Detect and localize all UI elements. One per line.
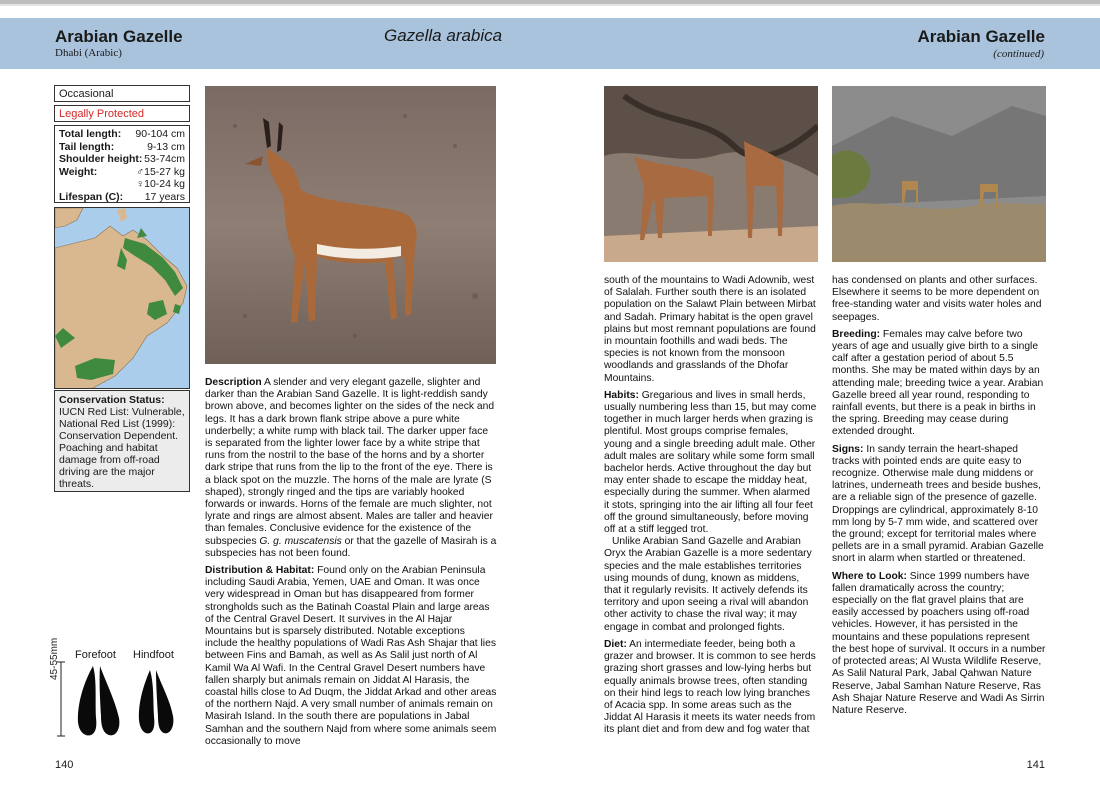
scientific-name: Gazella arabica [384,26,503,45]
page-number-left: 140 [55,759,74,771]
stat-row: Total length: 90-104 cm [59,128,185,140]
diet-heading: Diet: [604,638,627,650]
description-heading: Description [205,377,262,388]
page-number-right: 141 [1026,759,1045,771]
forefoot-label: Forefoot [75,649,116,661]
measurements-box [54,125,190,203]
signs-heading: Signs: [832,443,864,455]
breeding-heading: Breeding: [832,328,881,340]
distribution-heading: Distribution & Habitat: [205,565,315,577]
status-box: Occasional [54,85,190,102]
conservation-text: IUCN Red List: Vulnerable, National Red List (1999): Conservation Dependent. Poaching and habitat damage from off-road driving are the major threats. [59,406,185,490]
text-column-right: has condensed on plants and other surfaces. Elsewhere it seems to be more dependent on free-standing water and visits water holes and seepages. Breeding: Females may calve before two years of age and usually give birth to a single calf after a gestation period of about 5.5 months. She may be mated within days by an attending male; breeding twice a year. Arabian Gazelle breed all year round, responding to rainfall events, but there is a peak in births in the spring. Breeding may cease during extended drought. Signs: In sandy terrain the heart-shaped tracks with pointed ends are quite easy to recognize. Otherwise male dung middens or latrines, underneath trees and beside bushes, are a reliable sign of the presence of gazelle. Droppings are cylindrical, approximately 8-10 mm long by 5-7 mm wide, and scattered over the ground; except for territorial males where pellets are in a small pyramid. Arabian Gazelle snort in alarm when startled or threatened. Where to Look: Since 1999 numbers have fallen dramatically across the country; especially on the flat gravel plains that are easily accessed by poachers using off-road vehicles. However, it has persisted in the mountains and these populations represent the best hope of survival. It occurs in a number of protected areas; Al Wusta Wildlife Reserve, As Salil Natural Park, Jabal Qahwan Nature Reserve, Jabal Samhan Nature Reserve, Ras Ash Shajar Nature Reserve and Wadi As Sirrin Nature Reserve. [832,275,1046,716]
oman-map-icon [55,208,190,389]
legal-status-box: Legally Protected [54,105,190,122]
stat-row: Weight: ♂15-27 kg [59,165,185,178]
footprint-size-label: 45-55mm [49,637,60,680]
hindfoot-label: Hindfoot [133,649,174,661]
stat-row: Lifespan (C): 17 years [59,190,185,203]
local-name: Dhabi (Arabic) [55,47,122,59]
gazelles-under-tree-photo [604,86,818,262]
top-rule-light [0,4,1100,6]
range-map [54,207,190,389]
stat-row: Tail length: 9-13 cm [59,140,185,153]
continued-label: (continued) [993,48,1044,60]
footprint-tracks-icon [55,660,185,740]
conservation-heading: Conservation Status: [59,394,165,406]
conservation-box [54,390,190,492]
gazelle-photo-main [205,86,496,364]
species-title-left: Arabian Gazelle [55,27,183,46]
habits-heading: Habits: [604,389,639,401]
stat-row: Shoulder height: 53-74cm [59,153,185,165]
text-column-middle: south of the mountains to Wadi Adownib, west of Salalah. Further south there is an isolated population on the Salawt Plain between Mirbat and Sadah. Primary habitat is the open gravel plains but most remnant populations are found in mountain foothills and wadi beds. The species is not known from the monsoon woodlands and grasslands of the Dhofar Mountains. Habits: Gregarious and lives in small herds, usually numbering less than 15, but may come together in much larger herds when grazing is plentiful. Most groups comprise females, young and a single breeding adult male. Other adult males are solitary while some form small bachelor herds. Active throughout the day but may enter shade to escape the midday heat, especially during the summer. When alarmed it stots, springing into the air lifting all four feet off the ground simultaneously, before moving off at a stiff legged trot. Unlike Arabian Sand Gazelle and Arabian Oryx the Arabian Gazelle is a more sedentary species and the male establishes territories using mounds of dung, known as middens, that it regularly revisits. It actively defends its territory and upon seeing a rival will abandon other activity to chase the rival way; it may engage in combat and prolonged fights. Diet: An intermediate feeder, being both a grazer and browser. It is common to see herds grazing short grasses and low-lying herbs but equally animals browse trees, often standing on their hind legs to reach low lying branches of Acacia spp. In some areas such as the Jiddat Al Harasis it meets its water needs from its plant diet and from dew and fog water that [604,275,817,736]
stat-row: ♀10-24 kg [136,178,185,190]
where-to-look-heading: Where to Look: [832,570,907,582]
text-column-left: Description A slender and very elegant gazelle, slighter and darker than the Arabian Sand Gazelle. It is light-reddish sandy brown above, and becomes lighter on the sides of the neck and legs. It has a dark brown flank stripe above a pure white underbelly; a white rump with black tail. The darker upper face is separated from the lighter lower face by a white stripe that runs from the nostril to the base of the horns and by a shorter dark stripe that runs from the lip to the front of the eye. There is a black spot on the muzzle. The horns of the male are lyrate (S shaped), strongly ringed and the tips are variably hooked forwards or inwards. Horns of the female are much slighter, not lyrate and rings are almost absent. Males are taller and heavier than females. Conclusive evidence for the existence of the subspecies G. g. muscatensis or that the gazelle of Masirah is a subspecies has not been found. Distribution & Habitat: Found only on the Arabian Peninsula including Saudi Arabia, Yemen, UAE and Oman. It was once very widespread in Oman but has disappeared from former strongholds such as the Batinah Coastal Plain and large areas of the Central Gravel Desert. It survives in the Al Hajar Mountains but is sparsely distributed. Notable exceptions include the healthy populations of Wadi Ras Ash Shajar that lies between Fins and Bamah, as well as As Salil just north of Al Kamil Wa Al Wafi. In the Central Gravel Desert numbers have fallen sharply but animals remain on Jiddat Al Harasis, the coastal hills close to Ad Duqm, the Jiddat Arkad and other areas of the northern Najd. A very small number of animals remain on Masirah Island. In the south there are populations in Jabal Samhan and the southern Najd from where some animals seem occasionally to move [205,377,497,747]
gazelles-landscape-photo [832,86,1046,262]
species-title-right: Arabian Gazelle [917,27,1045,46]
